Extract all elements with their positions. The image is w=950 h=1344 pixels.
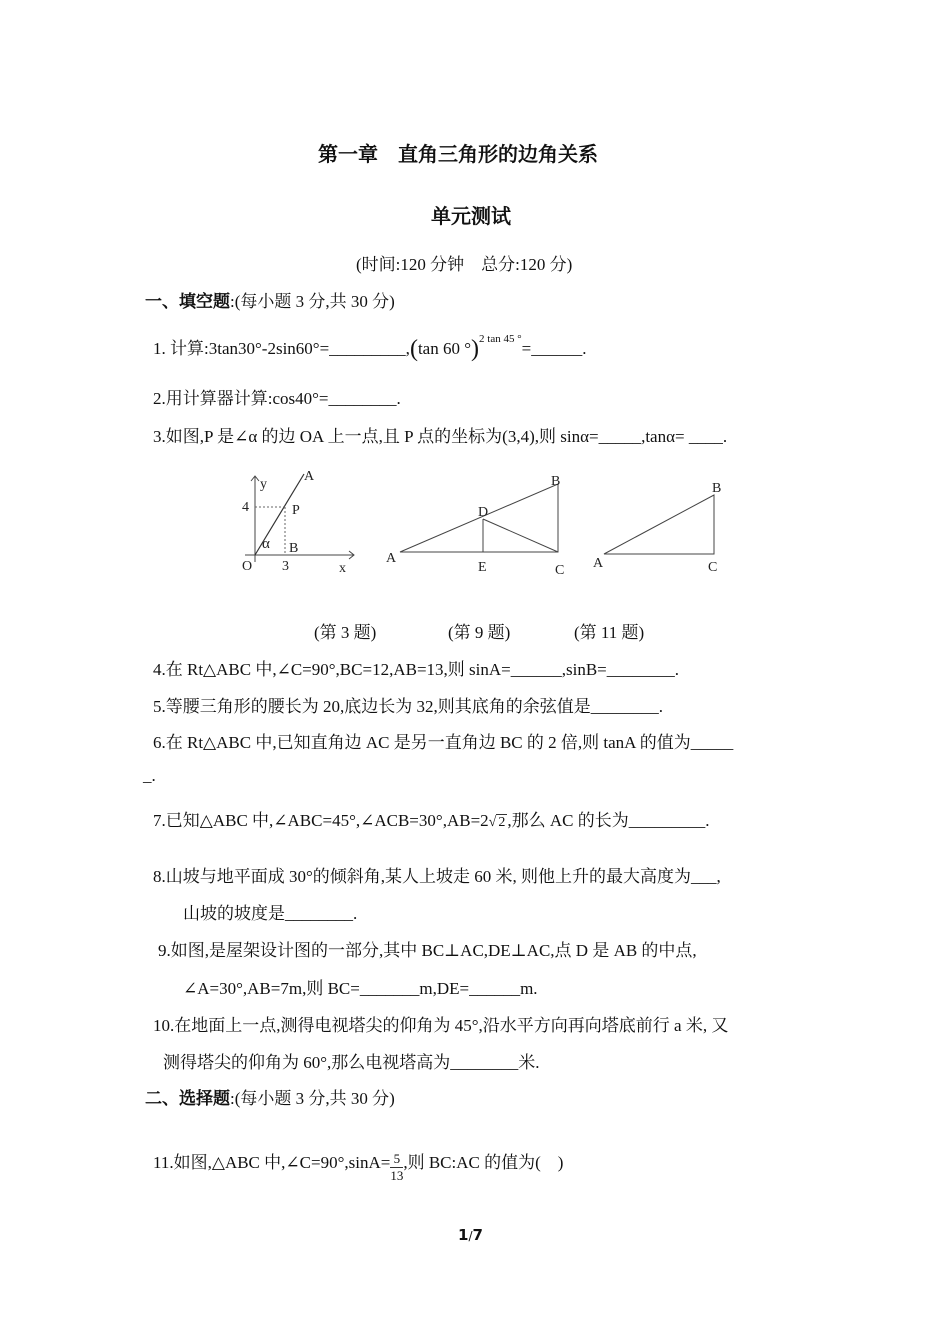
q1-base: tan 60 ° — [417, 339, 472, 358]
fig3-label-o: O — [242, 559, 253, 574]
section2-heading — [145, 1084, 395, 1109]
question-9: 9.如图,是屋架设计图的一部分,其中 BC⊥AC,DE⊥AC,点 D 是 AB 的中点, — [158, 941, 697, 960]
question-11 — [153, 1148, 563, 1184]
question-3: 3.如图,P 是∠α 的边 OA 上一点,且 P 点的坐标为(3,4),则 sinα=_____,tanα= ____. — [153, 427, 728, 446]
question-8-continued: 山坡的坡度是________. — [183, 904, 358, 923]
q7-prefix: 7.已知△ABC 中,∠ABC=45°,∠ACB=30°,AB=2 — [153, 811, 489, 830]
question-10: 10.在地面上一点,测得电视塔尖的仰角为 45°,沿水平方向再向塔底前行 a 米, 又 — [153, 1016, 729, 1035]
question-4: 4.在 Rt△ABC 中,∠C=90°,BC=12,AB=13,则 sinA=______,sinB=________. — [153, 660, 679, 679]
question-5: 5.等腰三角形的腰长为 20,底边长为 32,则其底角的余弦值是________. — [153, 697, 663, 716]
q1-exponent: 2 tan 45 ° — [479, 333, 522, 345]
q1-suffix: =______. — [521, 339, 587, 358]
section1-heading — [145, 287, 395, 312]
fig11-label-c: C — [708, 560, 718, 575]
fig3-label-alpha: α — [262, 536, 270, 552]
caption-figure-3: (第 3 题) — [314, 623, 377, 642]
fig3-label-y: y — [260, 477, 267, 492]
fig9-label-a: A — [386, 551, 397, 566]
page-separator: / — [468, 1229, 473, 1243]
q11-fraction — [390, 1151, 403, 1184]
q7-suffix: ,那么 AC 的长为_________. — [507, 811, 710, 830]
page-number — [458, 1226, 483, 1244]
fig9-label-e: E — [478, 560, 487, 575]
q11-numerator: 5 — [390, 1151, 403, 1168]
fig3-label-b: B — [289, 541, 299, 556]
figure-9 — [380, 467, 575, 582]
fig3-label-x: x — [339, 561, 346, 576]
fig9-label-b: B — [551, 474, 561, 489]
q11-prefix: 11.如图,△ABC 中,∠C=90°,sinA= — [153, 1153, 391, 1172]
q7-sqrt: √ 2 — [488, 815, 506, 830]
page-current: 1 — [458, 1226, 469, 1244]
fig3-label-3: 3 — [282, 559, 289, 574]
fig11-label-a: A — [593, 556, 604, 571]
question-8: 8.山坡与地平面成 30°的倾斜角,某人上坡走 60 米, 则他上升的最大高度为___, — [153, 867, 721, 886]
q1-prefix: 1. 计算:3tan30°-2sin60°=_________, — [153, 339, 410, 358]
unit-title: 单元测试 — [431, 204, 511, 228]
q11-suffix: ,则 BC:AC 的值为( ) — [403, 1153, 564, 1172]
fig9-label-d: D — [478, 505, 489, 520]
section2-note: :(每小题 3 分,共 30 分) — [230, 1089, 395, 1108]
chapter-title: 第一章 直角三角形的边角关系 — [318, 142, 598, 166]
question-10-continued: 测得塔尖的仰角为 60°,那么电视塔高为________米. — [163, 1053, 540, 1072]
section1-title: 一、填空题 — [145, 292, 230, 312]
q11-denominator: 13 — [390, 1168, 404, 1183]
caption-figure-9: (第 9 题) — [448, 623, 511, 642]
question-6: 6.在 Rt△ABC 中,已知直角边 AC 是另一直角边 BC 的 2 倍,则 tanA 的值为_____ — [153, 733, 734, 752]
figure-11 — [590, 475, 735, 580]
caption-figure-11: (第 11 题) — [574, 623, 645, 642]
question-7 — [153, 806, 709, 831]
fig11-label-b: B — [712, 481, 722, 496]
fig9-label-c: C — [555, 563, 565, 578]
fig3-label-a: A — [304, 469, 315, 484]
fig11-triangle-abc — [604, 495, 714, 554]
section2-title: 二、选择题 — [145, 1089, 230, 1109]
question-1 — [153, 333, 586, 363]
figure-3 — [230, 462, 365, 580]
question-6-continued: _. — [143, 766, 156, 785]
fig9-segment-dc — [483, 519, 558, 552]
q1-tan-expression: (tan 60 °)$^{2 tan 45 ^\circ}$ — [409, 333, 522, 362]
section1-note: :(每小题 3 分,共 30 分) — [230, 292, 395, 311]
page-total: 7 — [472, 1226, 483, 1244]
question-9-continued: ∠A=30°,AB=7m,则 BC=_______m,DE=______m. — [183, 979, 538, 998]
fig3-label-p: P — [292, 503, 300, 518]
time-info: (时间:120 分钟 总分:120 分) — [356, 255, 573, 274]
question-2: 2.用计算器计算:cos40°=________. — [153, 389, 401, 408]
q7-radicand: 2 — [498, 815, 506, 830]
fig3-label-4: 4 — [242, 500, 249, 515]
